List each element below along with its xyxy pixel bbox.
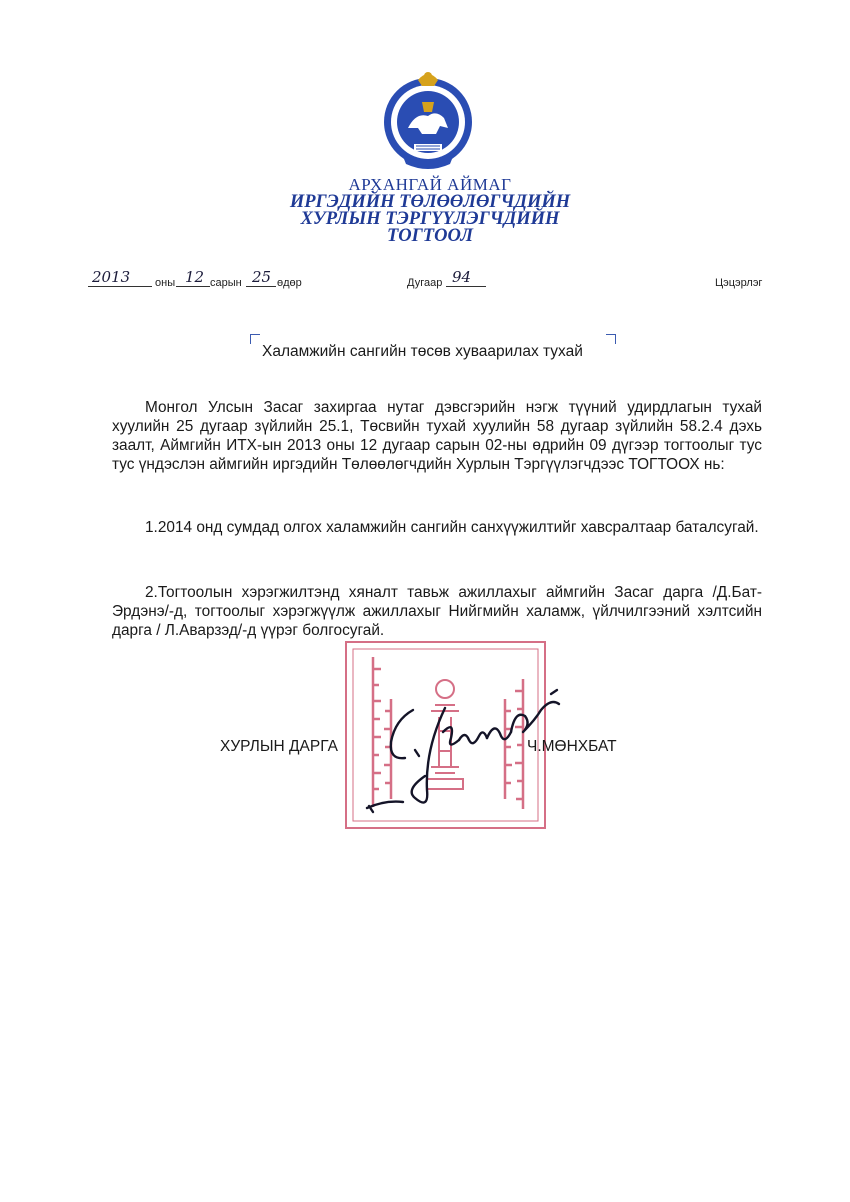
month-label: сарын [210, 277, 242, 289]
signatory-name: Ч.МӨНХБАТ [527, 738, 617, 755]
subject-bracket-right [606, 334, 616, 344]
subject-bracket-left [250, 334, 260, 344]
handwritten-year: 2013 [92, 268, 131, 286]
coat-of-arms-emblem [378, 66, 478, 174]
handwritten-number: 94 [452, 268, 472, 286]
handwritten-day: 25 [252, 268, 272, 286]
body-paragraph-item-1: 1.2014 онд сумдад олгох халамжийн сангийн санхүүжилтийг хавсралтаар баталсугай. [145, 519, 759, 536]
day-label: өдөр [277, 277, 302, 289]
place-name: Цэцэрлэг [715, 277, 763, 289]
handwritten-month: 12 [185, 268, 205, 286]
body-paragraph-preamble: Монгол Улсын Засаг захиргаа нутаг дэвсгэрийн нэгж түүний удирдлагын тухай хуулийн 25 дугаар зүйлийн 25.1, Төсвийн тухай хуулийн 58 дугаар зүйлийн 58.2.4 дэхь заалт, Аймгийн ИТХ-ын 2013 оны 12 дугаар сарын 02-ны өдрийн 09 дүгээр тогтоолыг тус тус үндэслэн аймгийн иргэдийн Төлөөлөгчдийн Хурлын Тэргүүлэгчдээс ТОГТООХ нь: [112, 399, 762, 473]
document-type: ТОГТООЛ [386, 226, 474, 246]
date-number-row [0, 268, 850, 294]
council-name-line1: ИРГЭДИЙН ТӨЛӨӨЛӨГЧДИЙН [289, 192, 571, 212]
body-paragraph-item-2: 2.Тогтоолын хэрэгжилтэнд хяналт тавьж ажиллахыг аймгийн Засаг дарга /Д.Бат-Эрдэнэ/-д, тогтоолыг хэрэгжүүлж ажиллахыг Нийгмийн халамж, үйлчилгээний хэлтсийн дарга / Л.Аварзэд/-д үүрэг болгосугай. [112, 584, 762, 639]
handwritten-signature [355, 680, 580, 820]
council-name-line2: ХУРЛЫН ТЭРГҮҮЛЭГЧДИЙН [300, 209, 560, 229]
number-label: Дугаар [407, 277, 443, 289]
aimag-name: АРХАНГАЙ АЙМАГ [348, 175, 512, 194]
signatory-title: ХУРЛЫН ДАРГА [220, 738, 338, 755]
year-label: оны [155, 277, 176, 289]
document-subject: Халамжийн сангийн төсөв хуваарилах тухай [262, 343, 583, 360]
